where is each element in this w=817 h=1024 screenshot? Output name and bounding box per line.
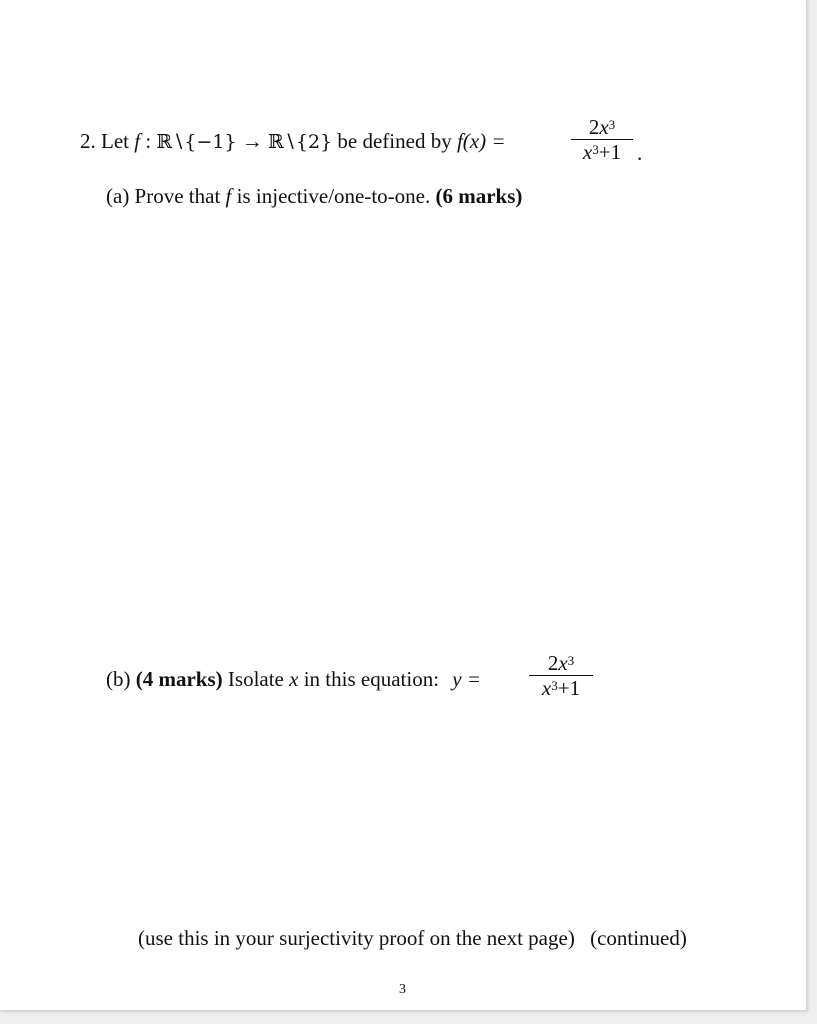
numerator-exponent: 3	[608, 117, 616, 132]
continued-label: (continued)	[590, 926, 687, 950]
question-statement	[80, 129, 506, 154]
part-b-numerator-exponent: 3	[567, 653, 575, 668]
function-symbol: f	[134, 129, 141, 153]
part-a-label: (a) Prove that	[106, 184, 221, 208]
part-b-instruction-post: in this equation:	[303, 667, 440, 691]
surjectivity-hint: (use this in your surjectivity proof on the next page)	[138, 926, 575, 950]
part-b-numerator-coefficient: 2	[547, 651, 559, 675]
denominator-variable: x	[582, 140, 593, 164]
denominator-rest: +1	[598, 140, 622, 164]
part-a-prompt	[106, 184, 522, 208]
question-number: 2.	[80, 129, 96, 153]
part-a-text: is injective/one-to-one.	[236, 184, 431, 208]
part-b-label: (b)	[106, 667, 131, 691]
denominator-exponent: 3	[592, 142, 599, 157]
part-b-fraction	[529, 652, 593, 699]
footer-note	[138, 926, 687, 950]
part-b-prompt	[106, 667, 481, 691]
part-b-denominator	[529, 677, 593, 699]
page-number: 3	[399, 982, 406, 997]
part-b-instruction-pre: Isolate	[227, 667, 284, 691]
statement-period: .	[637, 141, 643, 165]
colon-symbol: :	[145, 129, 152, 153]
function-fraction	[571, 116, 633, 163]
defined-by-text: be defined by	[337, 129, 452, 153]
part-b-variable: x	[289, 667, 299, 691]
part-b-numerator	[529, 652, 593, 674]
question-intro-let: Let	[101, 129, 129, 153]
part-b-lhs: y =	[452, 667, 482, 691]
part-b-denominator-variable: x	[541, 676, 552, 700]
numerator-coefficient: 2	[588, 115, 600, 139]
part-b-denominator-rest: +1	[557, 676, 581, 700]
part-b-marks: (4 marks)	[135, 667, 223, 691]
arrow-symbol: →	[241, 129, 263, 153]
fraction-denominator	[571, 141, 633, 163]
domain-set: ℝ∖{−1}	[156, 131, 237, 153]
fraction-numerator	[571, 116, 633, 138]
numerator-variable: x	[599, 115, 609, 139]
part-a-marks: (6 marks)	[435, 184, 523, 208]
part-b-numerator-variable: x	[558, 651, 568, 675]
fx-label: f(x) =	[456, 129, 506, 153]
codomain-set: ℝ∖{2}	[268, 131, 333, 153]
part-a-function-symbol: f	[225, 184, 232, 208]
part-b-denominator-exponent: 3	[551, 678, 558, 693]
